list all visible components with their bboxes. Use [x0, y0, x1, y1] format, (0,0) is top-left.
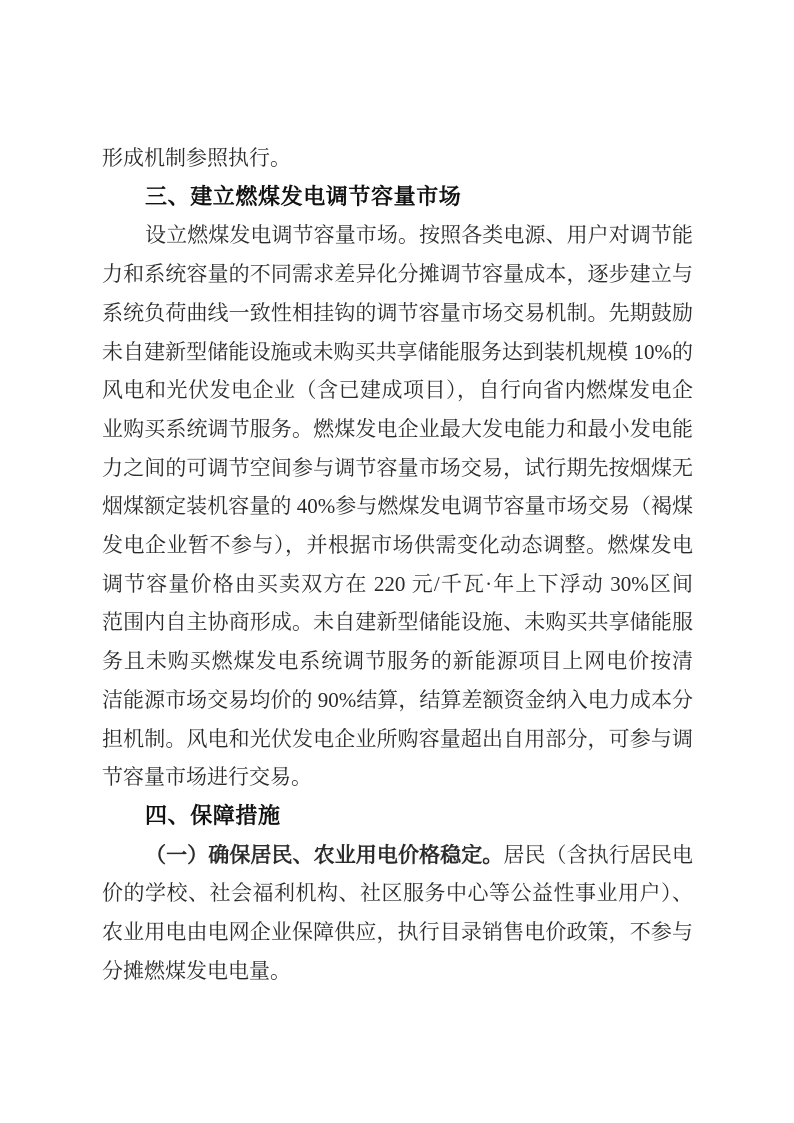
text-run: 农业用电由电网企业保障供应，执行目录销售电价政策，不参与: [102, 920, 693, 945]
text-line: [102, 216, 693, 255]
text-line: [102, 836, 693, 875]
text-run: 形成机制参照执行。: [102, 146, 291, 170]
text-run: 系统负荷曲线一致性相挂钩的调节容量市场交易机制。先期鼓励: [102, 300, 693, 325]
text-run: 调节容量价格由买卖双方在 220 元/千瓦·年上下浮动 30%区间: [102, 571, 693, 596]
text-run: 设立燃煤发电调节容量市场。按照各类电源、用户对调节能: [145, 223, 693, 248]
text-line: [102, 603, 693, 642]
text-line: [102, 526, 693, 565]
text-run: 担机制。风电和光伏发电企业所购容量超出自用部分，可参与调: [102, 726, 693, 751]
text-run: 范围内自主协商形成。未自建新型储能设施、未购买共享储能服: [102, 610, 693, 635]
text-run: 务且未购买燃煤发电系统调节服务的新能源项目上网电价按清: [102, 649, 693, 674]
heading-line: [102, 797, 693, 836]
text-run: 居民（含执行居民电: [503, 842, 693, 867]
text-run: 价的学校、社会福利机构、社区服务中心等公益性事业用户）、: [102, 881, 693, 906]
emphasis-run: （一）确保居民、农业用电价格稳定。: [145, 842, 504, 867]
text-line: [102, 255, 693, 294]
text-line: [102, 371, 693, 410]
text-run: 烟煤额定装机容量的 40%参与燃煤发电调节容量市场交易（褐煤: [102, 494, 693, 519]
text-line: [102, 565, 693, 604]
emphasis-run: 三、建立燃煤发电调节容量市场: [145, 183, 462, 209]
text-line: [102, 758, 693, 797]
text-line: [102, 410, 693, 449]
text-run: 业购买系统调节服务。燃煤发电企业最大发电能力和最小发电能: [102, 416, 693, 441]
text-run: 力之间的可调节空间参与调节容量市场交易，试行期先按烟煤无: [102, 455, 693, 480]
text-run: 节容量市场进行交易。: [102, 765, 312, 790]
text-run: 风电和光伏发电企业（含已建成项目），自行向省内燃煤发电企: [102, 378, 693, 403]
text-line: [102, 874, 693, 913]
text-line: [102, 642, 693, 681]
text-line: [102, 720, 693, 759]
text-line: [102, 487, 693, 526]
text-run: 未自建新型储能设施或未购买共享储能服务达到装机规模 10%的: [102, 339, 693, 364]
heading-line: [102, 178, 693, 217]
text-run: 发电企业暂不参与），并根据市场供需变化动态调整。燃煤发电: [102, 533, 693, 558]
text-line: [102, 681, 693, 720]
text-line: [102, 139, 693, 178]
text-line: [102, 333, 693, 372]
text-line: [102, 449, 693, 488]
text-line: [102, 913, 693, 952]
text-line: [102, 294, 693, 333]
text-line: [102, 952, 693, 991]
text-run: 分摊燃煤发电电量。: [102, 958, 291, 983]
text-run: 洁能源市场交易均价的 90%结算，结算差额资金纳入电力成本分: [102, 687, 693, 712]
emphasis-run: 四、保障措施: [145, 802, 281, 828]
text-run: 力和系统容量的不同需求差异化分摊调节容量成本，逐步建立与: [102, 262, 693, 287]
